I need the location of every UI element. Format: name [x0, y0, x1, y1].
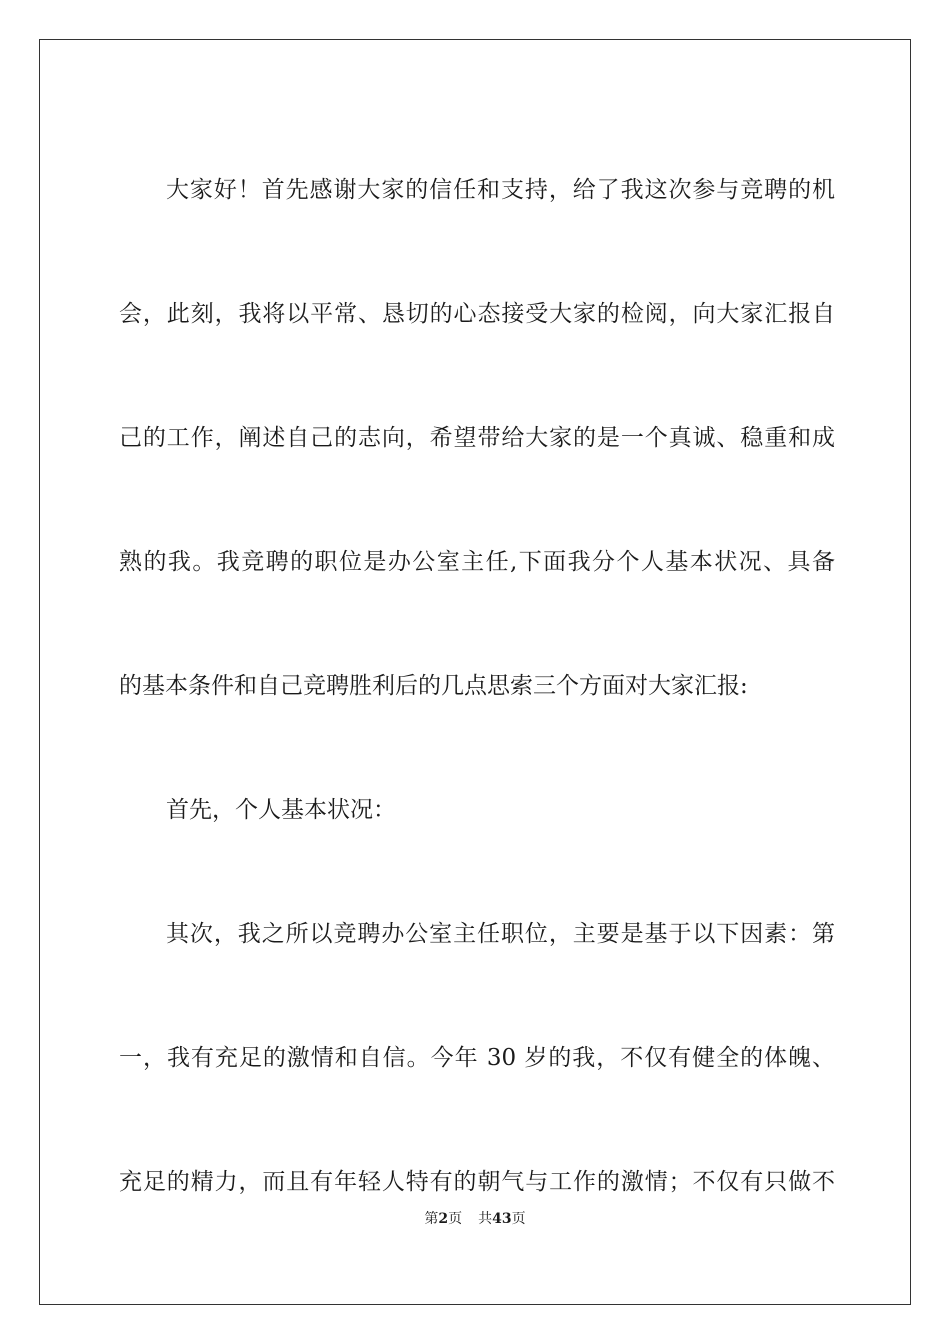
page-number: 2 [438, 1211, 449, 1227]
body-line-9: 充足的精力，而且有年轻人特有的朝气与工作的激情；不仅有只做不 [119, 1169, 835, 1195]
document-page [39, 39, 911, 1305]
total-suffix: 页 [511, 1211, 526, 1227]
body-line-4: 熟的我。我竞聘的职位是办公室主任,下面我分个人基本状况、具备 [119, 549, 835, 575]
page-prefix: 第 [424, 1211, 439, 1227]
total-pages: 43 [492, 1211, 512, 1227]
page-suffix: 页 [448, 1211, 463, 1227]
total-prefix: 共 [478, 1211, 493, 1227]
body-line-3: 己的工作，阐述自己的志向，希望带给大家的是一个真诚、稳重和成 [119, 425, 835, 451]
section-heading-personal: 首先，个人基本状况： [166, 797, 396, 823]
body-line-5: 的基本条件和自己竞聘胜利后的几点思索三个方面对大家汇报: [119, 673, 748, 699]
page-footer [40, 1209, 910, 1229]
body-line-2: 会，此刻，我将以平常、恳切的心态接受大家的检阅，向大家汇报自 [119, 301, 835, 327]
body-line-8: 一，我有充足的激情和自信。今年 30 岁的我，不仅有健全的体魄、 [119, 1045, 835, 1071]
body-line-1: 大家好！首先感谢大家的信任和支持，给了我这次参与竞聘的机 [166, 177, 835, 203]
body-line-7: 其次，我之所以竞聘办公室主任职位，主要是基于以下因素：第 [166, 921, 835, 947]
